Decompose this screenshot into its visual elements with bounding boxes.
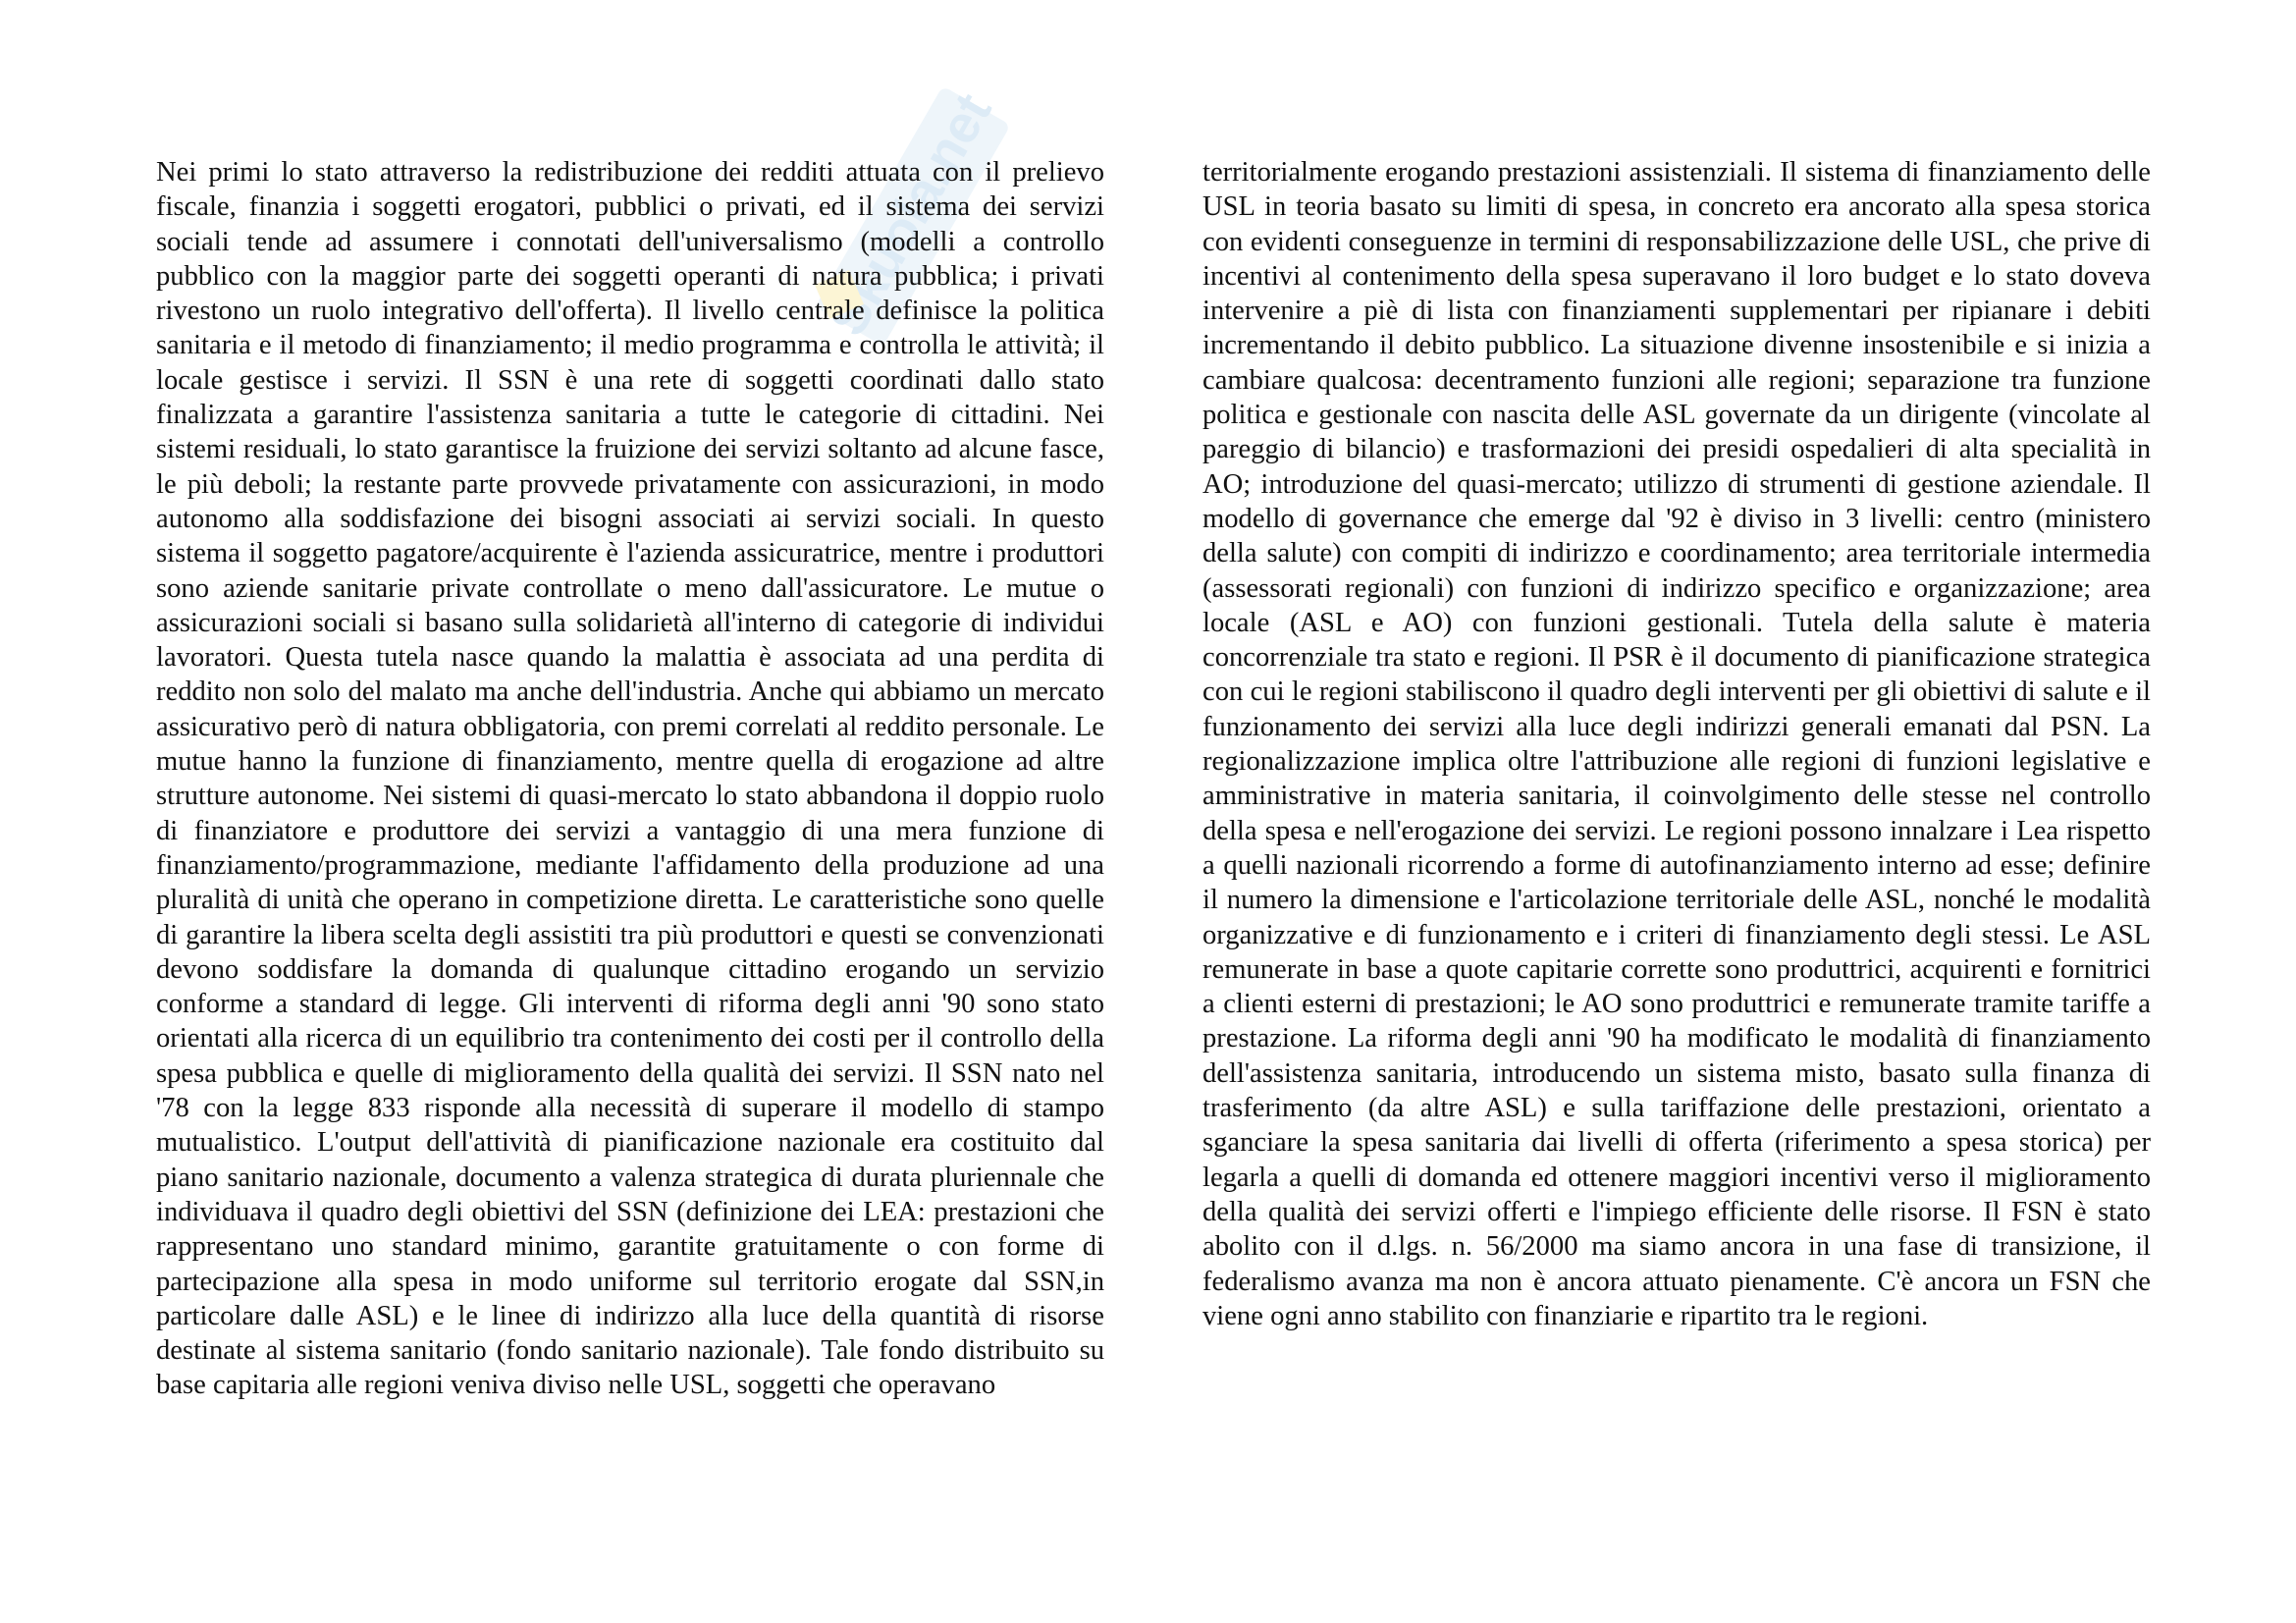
text-column-left <box>156 155 1104 1403</box>
watermark-text: Skuola.net <box>818 83 1003 346</box>
text-column-right <box>1202 155 2151 1333</box>
paragraph-right: territorialmente erogando prestazioni assistenziali. Il sistema di finanziamento delle USL in teoria basato su limiti di spesa, in concreto era ancorato alla spesa storica con evidenti conseguenze in termini di responsabilizzazione delle USL, che prive di incentivi al contenimento della spesa superavano il loro budget e lo stato doveva intervenire a piè di lista con finanziamenti supplementari per ripianare i debiti incrementando il debito pubblico. La situazione divenne insostenibile e si inizia a cambiare qualcosa: decentramento funzioni alle regioni; separazione tra funzione politica e gestionale con nascita delle ASL governate da un dirigente (vincolate al pareggio di bilancio) e trasformazioni dei presidi ospedalieri di alta specialità in AO; introduzione del quasi-mercato; utilizzo di strumenti di gestione aziendale. Il modello di governance che emerge dal '92 è diviso in 3 livelli: centro (ministero della salute) con compiti di indirizzo e coordinamento; area territoriale intermedia (assessorati regionali) con funzioni di indirizzo specifico e organizzazione; area locale (ASL e AO) con funzioni gestionali. Tutela della salute è materia concorrenziale tra stato e regioni. Il PSR è il documento di pianificazione strategica con cui le regioni stabiliscono il quadro degli interventi per gli obiettivi di salute e il funzionamento dei servizi alla luce degli indirizzi generali emanati dal PSN. La regionalizzazione implica oltre l'attribuzione alle regioni di funzioni legislative e amministrative in materia sanitaria, il coinvolgimento delle stesse nel controllo della spesa e nell'erogazione dei servizi. Le regioni possono innalzare i Lea rispetto a quelli nazionali ricorrendo a forme di autofinanziamento interno ad esse; definire il numero la dimensione e l'articolazione territoriale delle ASL, nonché le modalità organizzative e di funzionamento e i criteri di finanziamento degli stessi. Le ASL remunerate in base a quote capitarie corrette sono produttrici, acquirenti e fornitrici a clienti esterni di prestazioni; le AO sono produttrici e remunerate tramite tariffe a prestazione. La riforma degli anni '90 ha modificato le modalità di finanziamento dell'assistenza sanitaria, introducendo un sistema misto, basato sulla finanza di trasferimento (da altre ASL) e sulla tariffazione delle prestazioni, orientato a sganciare la spesa sanitaria dai livelli di offerta (riferimento a spesa storica) per legarla a quelli di domanda ed ottenere maggiori incentivi verso il miglioramento della qualità dei servizi offerti e l'impiego efficiente delle risorse. Il FSN è stato abolito con il d.lgs. n. 56/2000 ma siamo ancora in una fase di transizione, il federalismo avanza ma non è ancora attuato pienamente. C'è ancora un FSN che viene ogni anno stabilito con finanziarie e ripartito tra le regioni. <box>1202 157 2151 1331</box>
paragraph-left: Nei primi lo stato attraverso la redistribuzione dei redditi attuata con il prelievo fiscale, finanzia i soggetti erogatori, pubblici o privati, ed il sistema dei servizi sociali tende ad assumere i connotati dell'universalismo (modelli a controllo pubblico con la maggior parte dei soggetti operanti di natura pubblica; i privati rivestono un ruolo integrativo dell'offerta). Il livello centrale definisce la politica sanitaria e il metodo di finanziamento; il medio programma e controlla le attività; il locale gestisce i servizi. Il SSN è una rete di soggetti coordinati dallo stato finalizzata a garantire l'assistenza sanitaria a tutte le categorie di cittadini. Nei sistemi residuali, lo stato garantisce la fruizione dei servizi soltanto ad alcune fasce, le più deboli; la restante parte provvede privatamente con assicurazioni, in modo autonomo alla soddisfazione dei bisogni associati ai servizi sociali. In questo sistema il soggetto pagatore/acquirente è l'azienda assicuratrice, mentre i produttori sono aziende sanitarie private controllate o meno dall'assicuratore. Le mutue o assicurazioni sociali si basano sulla solidarietà all'interno di categorie di individui lavoratori. Questa tutela nasce quando la malattia è associata ad una perdita di reddito non solo del malato ma anche dell'industria. Anche qui abbiamo un mercato assicurativo però di natura obbligatoria, con premi correlati al reddito personale. Le mutue hanno la funzione di finanziamento, mentre quella di erogazione ad altre strutture autonome. Nei sistemi di quasi-mercato lo stato abbandona il doppio ruolo di finanziatore e produttore dei servizi a vantaggio di una mera funzione di finanziamento/programmazione, mediante l'affidamento della produzione ad una pluralità di unità che operano in competizione diretta. Le caratteristiche sono quelle di garantire la libera scelta degli assistiti tra più produttori e questi se convenzionati devono soddisfare la domanda di qualunque cittadino erogando un servizio conforme a standard di legge. Gli interventi di riforma degli anni '90 sono stato orientati alla ricerca di un equilibrio tra contenimento dei costi per il controllo della spesa pubblica e quelle di miglioramento della qualità dei servizi. Il SSN nato nel '78 con la legge 833 risponde alla necessità di superare il modello di stampo mutualistico. L'output dell'attività di pianificazione nazionale era costituito dal piano sanitario nazionale, documento a valenza strategica di durata pluriennale che individuava il quadro degli obiettivi del SSN (definizione dei LEA: prestazioni che rappresentano uno standard minimo, garantite gratuitamente o con forme di partecipazione alla spesa in modo uniforme sul territorio erogate dal SSN,in particolare dalle ASL) e le linee di indirizzo alla luce della quantità di risorse destinate al sistema sanitario (fondo sanitario nazionale). Tale fondo distribuito su base capitaria alle regioni veniva diviso nelle USL, soggetti che operavano <box>156 157 1104 1401</box>
